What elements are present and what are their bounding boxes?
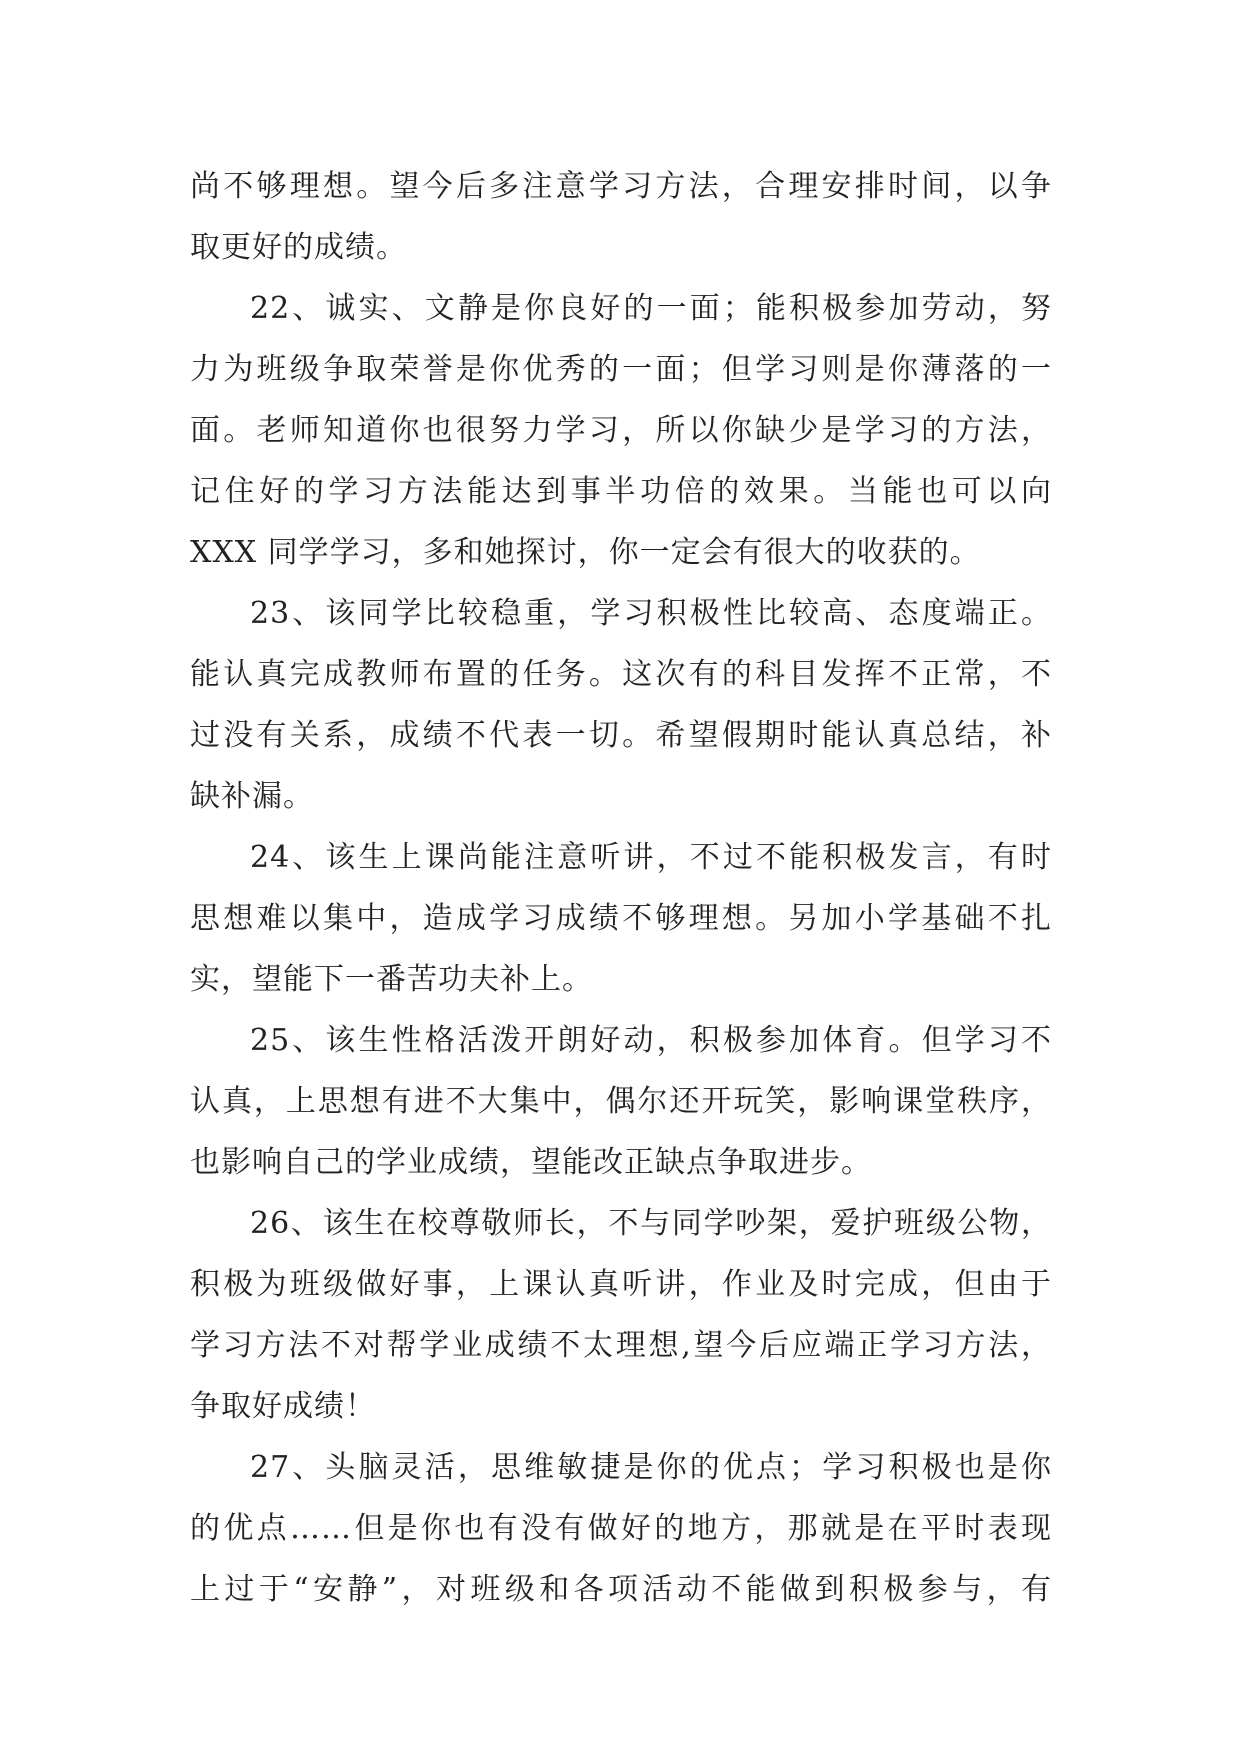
text-line: 25、该生性格活泼开朗好动，积极参加体育。但学习不 bbox=[250, 1023, 1052, 1058]
text-line: 上过于“安静”，对班级和各项活动不能做到积极参与，有 bbox=[190, 1572, 1052, 1607]
text-line: 的优点……但是你也有没有做好的地方，那就是在平时表现 bbox=[190, 1511, 1052, 1546]
text-line: 能认真完成教师布置的任务。这次有的科目发挥不正常，不 bbox=[190, 657, 1052, 692]
text-line: 记住好的学习方法能达到事半功倍的效果。当能也可以向 bbox=[190, 474, 1052, 509]
text-line: 也影响自己的学业成绩，望能改正缺点争取进步。 bbox=[190, 1145, 872, 1180]
text-line: 思想难以集中，造成学习成绩不够理想。另加小学基础不扎 bbox=[190, 901, 1052, 936]
text-line: 认真，上思想有进不大集中，偶尔还开玩笑，影响课堂秩序， bbox=[190, 1084, 1052, 1119]
text-line: 24、该生上课尚能注意听讲，不过不能积极发言，有时 bbox=[250, 840, 1052, 875]
text-line: 过没有关系，成绩不代表一切。希望假期时能认真总结，补 bbox=[190, 718, 1052, 753]
text-line: 力为班级争取荣誉是你优秀的一面；但学习则是你薄落的一 bbox=[190, 352, 1052, 387]
text-line: 争取好成绩！ bbox=[190, 1389, 376, 1424]
text-line: 23、该同学比较稳重，学习积极性比较高、态度端正。 bbox=[250, 596, 1052, 631]
text-line: 实，望能下一番苦功夫补上。 bbox=[190, 962, 593, 997]
text-line: 积极为班级做好事，上课认真听讲，作业及时完成，但由于 bbox=[190, 1267, 1052, 1302]
text-line: 缺补漏。 bbox=[190, 779, 314, 814]
text-line: 22、诚实、文静是你良好的一面；能积极参加劳动，努 bbox=[250, 291, 1052, 326]
text-line: 取更好的成绩。 bbox=[190, 230, 407, 265]
text-line: 27、头脑灵活，思维敏捷是你的优点；学习积极也是你 bbox=[250, 1450, 1052, 1485]
text-line: XXX 同学学习，多和她探讨，你一定会有很大的收获的。 bbox=[190, 535, 981, 570]
document-body bbox=[190, 156, 1052, 1620]
text-line: 26、该生在校尊敬师长，不与同学吵架，爱护班级公物， bbox=[250, 1206, 1052, 1241]
text-line: 面。老师知道你也很努力学习，所以你缺少是学习的方法， bbox=[190, 413, 1052, 448]
text-line: 学习方法不对帮学业成绩不太理想,望今后应端正学习方法， bbox=[190, 1328, 1052, 1363]
text-line: 尚不够理想。望今后多注意学习方法，合理安排时间，以争 bbox=[190, 169, 1052, 204]
